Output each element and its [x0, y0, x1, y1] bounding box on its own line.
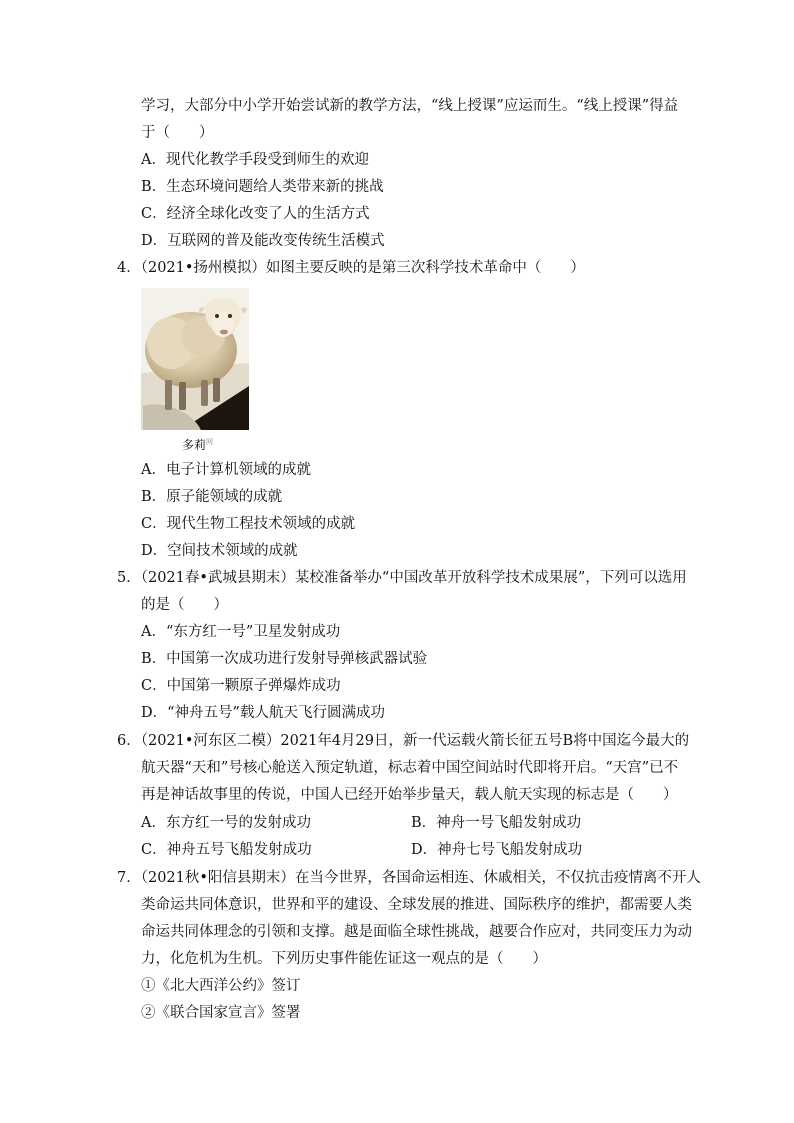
q6-stem-line1: 6．（2021•河东区二模）2021年4月29日，新一代运载火箭长征五号B将中国迄今最大的 [117, 733, 690, 749]
q4-image-caption-text: 多莉 [182, 438, 207, 452]
q5-option-b: B．中国第一次成功进行发射导弹核武器试验 [141, 651, 428, 667]
q7-stem-line3: 命运共同体理念的引领和支撑。越是面临全球性挑战，越要合作应对，共同变压力为动 [141, 924, 692, 940]
q6-stem-line2: 航天器“天和”号核心舱送入预定轨道，标志着中国空间站时代即将开启。“天宫”已不 [141, 760, 679, 776]
q3-option-d: D．互联网的普及能改变传统生活模式 [141, 233, 385, 249]
q7-item-2: ②《联合国家宣言》签署 [141, 1005, 301, 1021]
q4-option-c: C．现代生物工程技术领域的成就 [141, 516, 356, 532]
q6-option-a: A．东方红一号的发射成功 [141, 815, 311, 831]
q5-option-d: D．“神舟五号”载人航天飞行圆满成功 [141, 705, 385, 721]
q6-option-b: B．神舟一号飞船发射成功 [411, 815, 582, 831]
q4-option-a: A．电子计算机领域的成就 [141, 462, 311, 478]
q4-option-b: B．原子能领域的成就 [141, 489, 283, 505]
q5-stem-line1: 5．（2021春•武城县期末）某校准备举办“中国改革开放科学技术成果展”，下列可以选用 [117, 570, 687, 586]
q4-stem: 4．（2021•扬州模拟）如图主要反映的是第三次科学技术革命中（ ） [117, 260, 585, 276]
q7-stem-line1: 7．（2021秋•阳信县期末）在当今世界，各国命运相连、休戚相关，不仅抗击疫情离不开人 [117, 870, 701, 886]
q3-stem-line2: 于（ ） [141, 125, 214, 141]
q7-stem-line2: 类命运共同体意识，世界和平的建设、全球发展的推进、国际秩序的维护，都需要人类 [141, 897, 692, 913]
q7-stem-line4: 力，化危机为生机。下列历史事件能佐证这一观点的是（ ） [141, 951, 547, 967]
q4-image-caption-mark: 网 [206, 438, 214, 446]
q5-stem-line2: 的是（ ） [141, 597, 228, 613]
q3-option-a: A．现代化教学手段受到师生的欢迎 [141, 152, 369, 168]
q4-image-caption [182, 434, 213, 453]
q5-option-a: A．“东方红一号”卫星发射成功 [141, 624, 341, 640]
q5-option-c: C．中国第一颗原子弹爆炸成功 [141, 678, 341, 694]
q3-stem-line1: 学习，大部分中小学开始尝试新的教学方法，“线上授课”应运而生。“线上授课”得益 [141, 98, 679, 114]
sheep-photo-icon [141, 288, 249, 430]
q7-item-1: ①《北大西洋公约》签订 [141, 978, 301, 994]
q4-option-d: D．空间技术领域的成就 [141, 543, 298, 559]
q6-stem-line3: 再是神话故事里的传说，中国人已经开始举步量天，载人航天实现的标志是（ ） [141, 787, 678, 803]
q6-option-c: C．神舟五号飞船发射成功 [141, 842, 312, 858]
q3-option-b: B．生态环境问题给人类带来新的挑战 [141, 179, 384, 195]
q6-options-row2 [141, 840, 681, 860]
q6-option-d: D．神舟七号飞船发射成功 [411, 842, 583, 858]
q6-options-row1 [141, 813, 681, 833]
sheep-photo-svg [141, 288, 249, 430]
q3-option-c: C．经济全球化改变了人的生活方式 [141, 206, 370, 222]
